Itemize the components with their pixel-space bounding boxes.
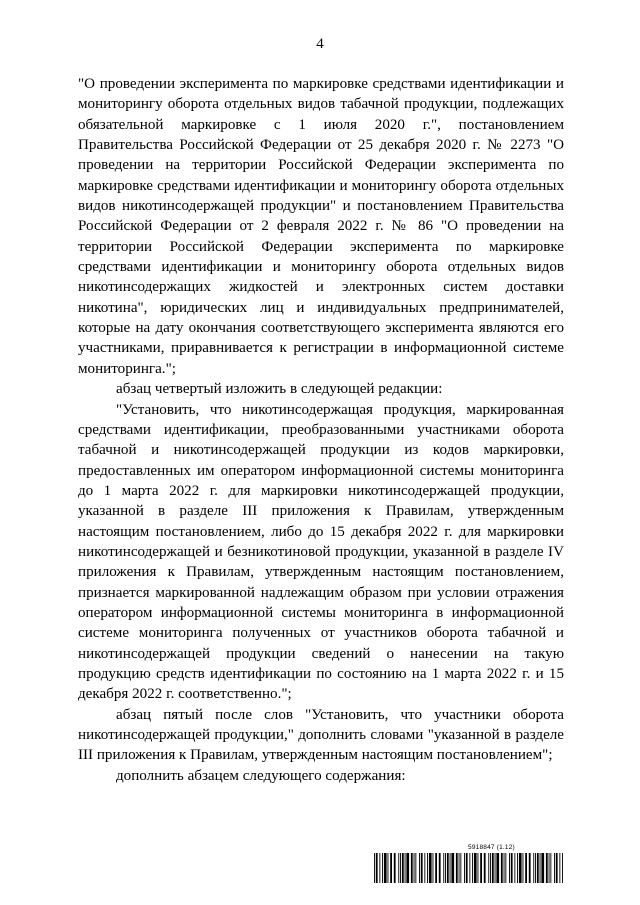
- page-number: 4: [316, 36, 324, 52]
- paragraph-1: "О проведении эксперимента по маркировке средствами идентификации и мониторингу оборота отдельных видов табачной продукции, подлежащих обязательной маркировке с 1 июля 2020 г.", постановлением Правительства Российской Федерации от 25 декабря 2020 г. № 2273 "О проведении на территории Российской Федерации эксперимента по маркировке средствами идентификации и мониторингу оборота отдельных видов никотинсодержащей продукции" и постановлением Правительства Российской Федерации от 2 февраля 2022 г. № 86 "О проведении на территории Российской Федерации эксперимента по маркировке средствами идентификации и мониторингу оборота отдельных видов никотинсодержащих жидкостей и электронных систем доставки никотина", юридических лиц и индивидуальных предпринимателей, которые на дату окончания соответствующего эксперимента являются его участниками, приравнивается к регистрации в информационной системе мониторинга.";: [78, 76, 564, 377]
- barcode-icon: [374, 853, 564, 883]
- paragraph-3: "Установить, что никотинсодержащая продукция, маркированная средствами идентификации, преобразованными участниками оборота табачной и никотинсодержащей продукции из кодов маркировки, предоставленных им оператором информационной системы мониторинга до 1 марта 2022 г. для маркировки никотинсодержащей продукции, указанной в разделе III приложения к Правилам, утвержденным настоящим постановлением, либо до 15 декабря 2022 г. для маркировки никотинсодержащей и безникотиновой продукции, указанной в разделе IV приложения к Правилам, утвержденным настоящим постановлением, признается маркированной надлежащим образом при условии отражения оператором информационной системы мониторинга в информационной системе мониторинга полученных от участников оборота табачной и никотинсодержащей продукции сведений о нанесении на такую продукцию средств идентификации по состоянию на 1 марта 2022 г. и 15 декабря 2022 г. соответственно.";: [78, 401, 564, 703]
- paragraph-4: абзац пятый после слов "Установить, что участники оборота никотинсодержащей продукции," дополнить словами "указанной в разделе III приложения к Правилам, утвержденным настоящим постановлением";: [78, 706, 564, 764]
- paragraph-2: абзац четвертый изложить в следующей редакции:: [116, 381, 443, 398]
- paragraph-5: дополнить абзацем следующего содержания:: [116, 767, 406, 784]
- document-body: [78, 74, 564, 786]
- barcode-label: 5918847 (1.12): [468, 844, 515, 851]
